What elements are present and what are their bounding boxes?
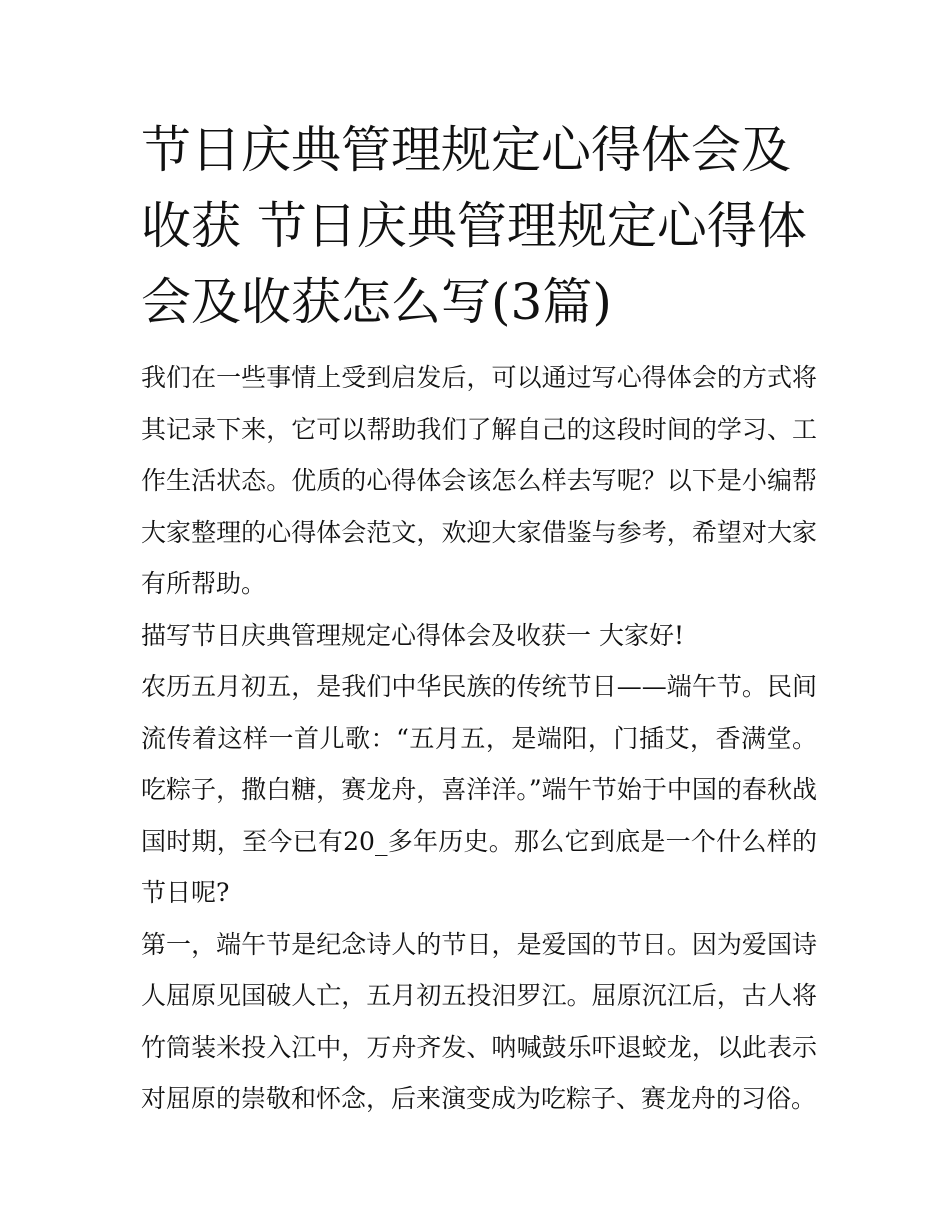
paragraph-heading-one: 描写节日庆典管理规定心得体会及收获一 大家好!	[141, 620, 684, 650]
paragraph-first-point: 第一，端午节是纪念诗人的节日，是爱国的节日。因为爱国诗人屈原见国破人亡，五月初五投汨罗江。屈原沉江后，古人将竹筒装米投入江中，万舟齐发、呐喊鼓乐吓退蛟龙，以此表示对屈原的崇敬和怀念，后来演变成为吃粽子、赛龙舟的习俗。	[141, 929, 817, 1113]
document-body	[141, 352, 817, 1125]
document-title: 节日庆典管理规定心得体会及收获 节日庆典管理规定心得体会及收获怎么写(3篇)	[141, 121, 807, 331]
paragraph-intro: 我们在一些事情上受到启发后，可以通过写心得体会的方式将其记录下来，它可以帮助我们了解自己的这段时间的学习、工作生活状态。优质的心得体会该怎么样去写呢？以下是小编帮大家整理的心得体会范文，欢迎大家借鉴与参考，希望对大家有所帮助。	[141, 363, 817, 598]
paragraph-dragon-boat: 农历五月初五，是我们中华民族的传统节日——端午节。民间流传着这样一首儿歌：“五月五，是端阳，门插艾，香满堂。吃粽子，撒白糖，赛龙舟，喜洋洋。”端午节始于中国的春秋战国时期，至今已有20_多年历史。那么它到底是一个什么样的节日呢?	[141, 672, 817, 907]
